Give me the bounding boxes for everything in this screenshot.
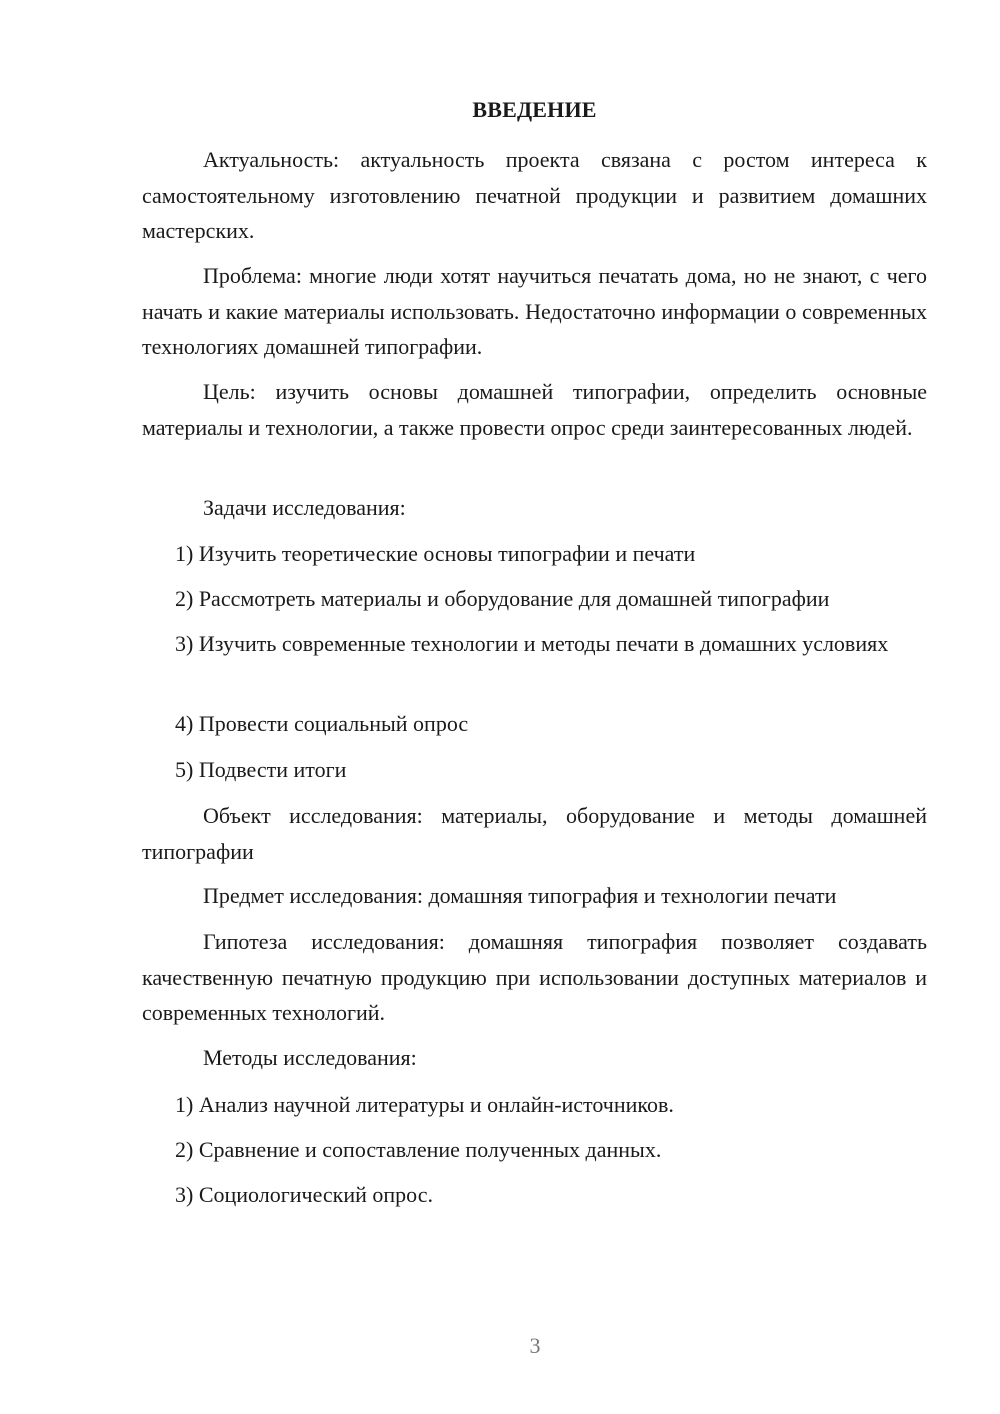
paragraph-hypothesis: Гипотеза исследования: домашняя типография позволяет создавать качественную печатную продукцию при использовании доступных материалов и современных технологий. [142,929,927,1025]
paragraph-problem: Проблема: многие люди хотят научиться печатать дома, но не знают, с чего начать и какие материалы использовать. Недостаточно информации о современных технологиях домашней типографии. [142,263,927,359]
paragraph-subject: Предмет исследования: домашняя типография и технологии печати [203,883,837,908]
method-item: 2) Сравнение и сопоставление полученных данных. [175,1137,662,1162]
task-item: 5) Подвести итоги [175,757,347,782]
paragraph-object: Объект исследования: материалы, оборудование и методы домашней типографии [142,803,927,864]
page-number: 3 [529,1333,541,1358]
page-title: ВВЕДЕНИЕ [472,97,597,122]
task-item: 4) Провести социальный опрос [175,711,469,736]
paragraph-relevance: Актуальность: актуальность проекта связана с ростом интереса к самостоятельному изготовлению печатной продукции и развитием домашних мастерских. [142,147,927,243]
paragraph-tasks-heading: Задачи исследования: [203,495,406,520]
paragraph-goal: Цель: изучить основы домашней типографии, определить основные материалы и технологии, а также провести опрос среди заинтересованных людей. [142,379,927,440]
paragraph-methods-heading: Методы исследования: [203,1045,417,1070]
task-item: 1) Изучить теоретические основы типографии и печати [175,541,696,566]
method-item: 3) Социологический опрос. [175,1182,433,1207]
task-item: 2) Рассмотреть материалы и оборудование для домашней типографии [175,586,830,611]
method-item: 1) Анализ научной литературы и онлайн-источников. [175,1092,674,1117]
task-item: 3) Изучить современные технологии и методы печати в домашних условиях [175,631,889,656]
